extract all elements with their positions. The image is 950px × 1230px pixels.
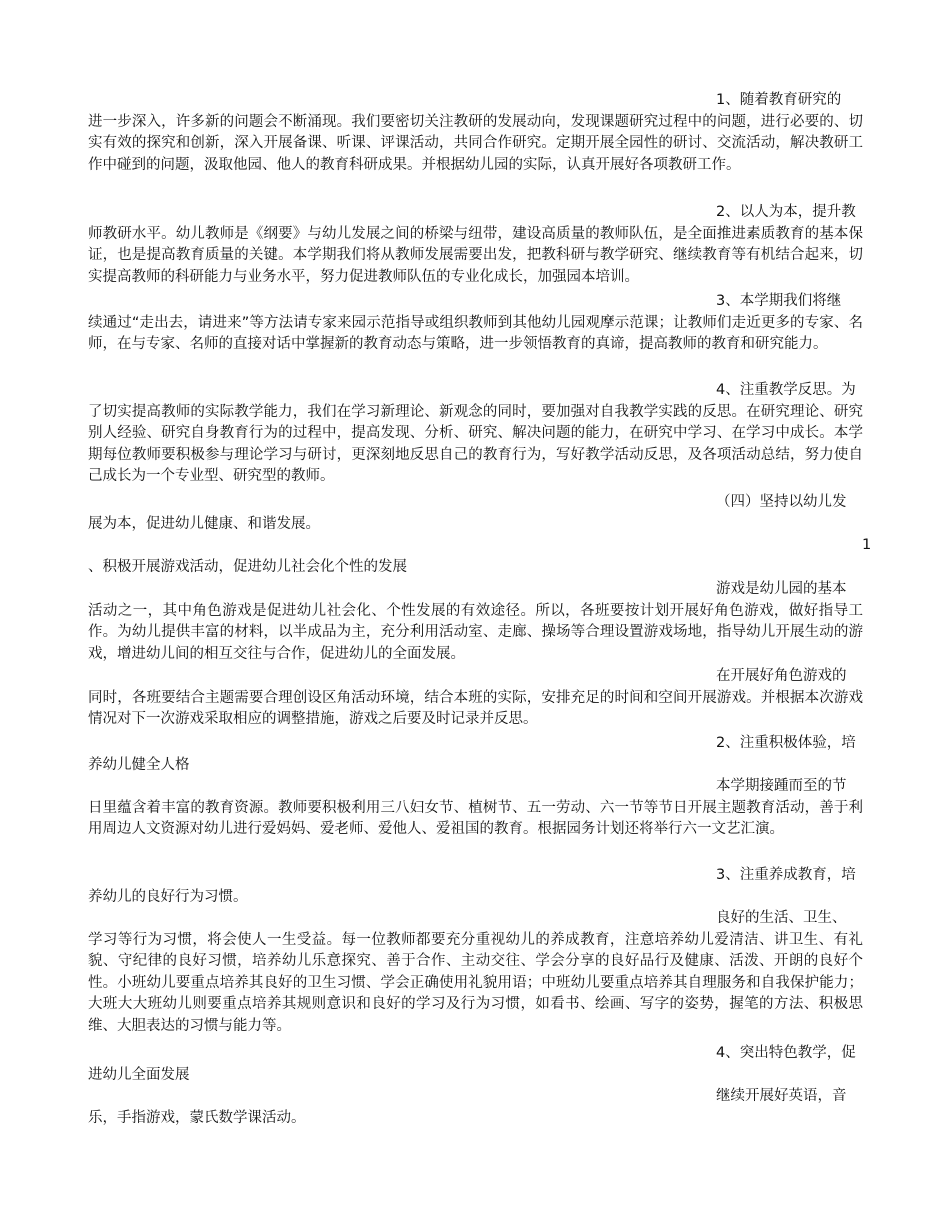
paragraph-body: 进一步深入，许多新的问题会不断涌现。我们要密切关注教研的发展动向，发现课题研究过程中的问题，进行必要的、切实有效的探究和创新，深入开展备课、听课、评课活动，共同合作研究。定期开展全园性的研讨、交流活动，解决教研工作中碰到的问题，汲取他园、他人的教育科研成果。并根据幼儿园的实际，认真开展好各项教研工作。 bbox=[88, 113, 863, 173]
paragraph-lead: 继续开展好英语，音 bbox=[716, 1088, 847, 1104]
paragraph-lead: （四）坚持以幼儿发 bbox=[716, 494, 847, 510]
paragraph-lead: 1、随着教育研究的 bbox=[716, 92, 842, 108]
paragraph-2 bbox=[88, 202, 863, 288]
paragraph-body: 养幼儿的良好行为习惯。 bbox=[88, 888, 248, 905]
paragraph-6 bbox=[88, 557, 863, 579]
paragraph-1 bbox=[88, 90, 863, 176]
paragraph-body: 乐，手指游戏，蒙氏数学课活动。 bbox=[88, 1109, 306, 1126]
paragraph-body: 续通过“走出去，请进来”等方法请专家来园示范指导或组织教师到其他幼儿园观摩示范课；让教师们走近更多的专家、名师，在与专家、名师的直接对话中掌握新的教育动态与策略，进一步领悟教育的真谛，提高教师的教育和研究能力。 bbox=[88, 314, 863, 352]
paragraph-8 bbox=[88, 666, 863, 731]
paragraph-body: 、积极开展游戏活动，促进幼儿社会化个性的发展 bbox=[88, 559, 407, 575]
paragraph-lead: 4、注重教学反思。为 bbox=[716, 382, 856, 398]
paragraph-14 bbox=[88, 1086, 863, 1129]
paragraph-lead: 本学期接踵而至的节 bbox=[716, 778, 847, 794]
paragraph-5 bbox=[88, 492, 863, 535]
paragraph-12 bbox=[88, 908, 863, 1037]
paragraph-body: 展为本，促进幼儿健康、和谐发展。 bbox=[88, 515, 320, 532]
paragraph-body: 进幼儿全面发展 bbox=[88, 1066, 190, 1083]
paragraph-4 bbox=[88, 380, 863, 488]
paragraph-13 bbox=[88, 1043, 863, 1086]
paragraph-9 bbox=[88, 733, 863, 776]
page-number: 1 bbox=[862, 537, 872, 553]
paragraph-body: 活动之一，其中角色游戏是促进幼儿社会化、个性发展的有效途径。所以，各班要按计划开展好角色游戏，做好指导工作。为幼儿提供丰富的材料，以半成品为主，充分利用活动室、走廊、操场等合理设置游戏场地，指导幼儿开展生动的游戏，增进幼儿间的相互交往与合作，促进幼儿的全面发展。 bbox=[88, 602, 863, 662]
paragraph-lead: 在开展好角色游戏的 bbox=[716, 668, 847, 684]
paragraph-10 bbox=[88, 776, 863, 841]
paragraph-lead: 4、突出特色教学，促 bbox=[716, 1045, 856, 1061]
paragraph-lead: 游戏是幼儿园的基本 bbox=[716, 581, 847, 597]
paragraph-body: 同时，各班要结合主题需要合理创设区角活动环境，结合本班的实际，安排充足的时间和空间开展游戏。并根据本次游戏情况对下一次游戏采取相应的调整措施，游戏之后要及时记录并反思。 bbox=[88, 689, 863, 727]
paragraph-lead: 良好的生活、卫生、 bbox=[716, 910, 847, 926]
paragraph-body: 学习等行为习惯，将会使人一生受益。每一位教师都要充分重视幼儿的养成教育，注意培养幼儿爱清洁、讲卫生、有礼貌、守纪律的良好习惯，培养幼儿乐意探究、善于合作、主动交往、学会分享的良好品行及健康、活泼、开朗的良好个性。小班幼儿要重点培养其良好的卫生习惯、学会正确使用礼貌用语；中班幼儿要重点培养其自理服务和自我保护能力；大班大大班幼儿则要重点培养其规则意识和良好的学习及行为习惯，如看书、绘画、写字的姿势，握笔的方法、积极思维、大胆表达的习惯与能力等。 bbox=[88, 931, 863, 1034]
paragraph-lead: 2、注重积极体验，培 bbox=[716, 735, 856, 751]
paragraph-7 bbox=[88, 579, 863, 665]
paragraph-body: 了切实提高教师的实际教学能力，我们在学习新理论、新观念的同时，要加强对自我教学实践的反思。在研究理论、研究别人经验、研究自身教育行为的过程中，提高发现、分析、研究、解决问题的能力，在研究中学习、在学习中成长。本学期每位教师要积极参与理论学习与研讨，更深刻地反思自己的教育行为，写好教学活动反思，及各项活动总结，努力使自己成长为一个专业型、研究型的教师。 bbox=[88, 403, 863, 484]
paragraph-body: 日里蕴含着丰富的教育资源。教师要积极利用三八妇女节、植树节、五一劳动、六一节等节日开展主题教育活动，善于利用周边人文资源对幼儿进行爱妈妈、爱老师、爱他人、爱祖国的教育。根据园务计划还将举行六一文艺汇演。 bbox=[88, 799, 863, 837]
paragraph-body: 师教研水平。幼儿教师是《纲要》与幼儿发展之间的桥梁与纽带，建设高质量的教师队伍，是全面推进素质教育的基本保证，也是提高教育质量的关键。本学期我们将从教师发展需要出发，把教科研与教学研究、继续教育等有机结合起来，切实提高教师的科研能力与业务水平，努力促进教师队伍的专业化成长，加强园本培训。 bbox=[88, 225, 863, 285]
paragraph-lead: 3、本学期我们将继 bbox=[716, 293, 842, 309]
paragraph-lead: 2、以人为本，提升教 bbox=[716, 204, 856, 220]
paragraph-11 bbox=[88, 865, 863, 908]
paragraph-3 bbox=[88, 291, 863, 356]
paragraph-body: 养幼儿健全人格 bbox=[88, 756, 190, 773]
paragraph-lead: 3、注重养成教育，培 bbox=[716, 867, 856, 883]
